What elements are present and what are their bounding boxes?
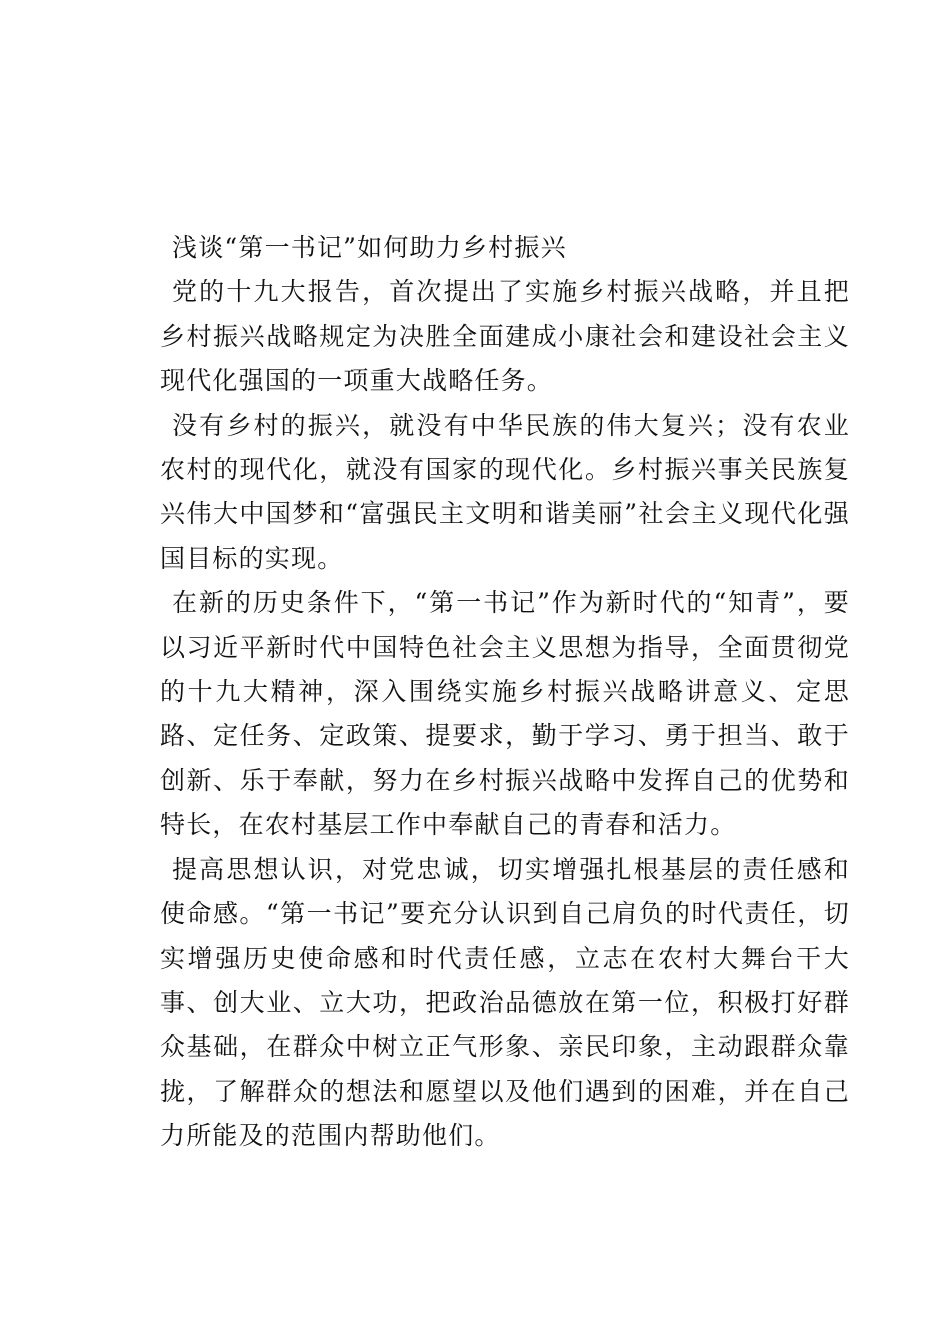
paragraph-3: 在新的历史条件下，“第一书记”作为新时代的“知青”，要以习近平新时代中国特色社会主义思想为指导，全面贯彻党的十九大精神，深入围绕实施乡村振兴战略讲意义、定思路、定任务、定政策、提要求，勤于学习、勇于担当、敢于创新、乐于奉献，努力在乡村振兴战略中发挥自己的优势和特长，在农村基层工作中奉献自己的青春和活力。 (160, 588, 850, 840)
paragraph-1: 党的十九大报告，首次提出了实施乡村振兴战略，并且把乡村振兴战略规定为决胜全面建成小康社会和建设社会主义现代化强国的一项重大战略任务。 (160, 277, 850, 396)
document-title: 浅谈“第一书记”如何助力乡村振兴 (172, 233, 567, 262)
paragraph-2: 没有乡村的振兴，就没有中华民族的伟大复兴；没有农业农村的现代化，就没有国家的现代化。乡村振兴事关民族复兴伟大中国梦和“富强民主文明和谐美丽”社会主义现代化强国目标的实现。 (160, 410, 850, 573)
document-body (160, 226, 850, 1159)
paragraph-4: 提高思想认识，对党忠诚，切实增强扎根基层的责任感和使命感。“第一书记”要充分认识到自己肩负的时代责任，切实增强历史使命感和时代责任感，立志在农村大舞台干大事、创大业、立大功，把政治品德放在第一位，积极打好群众基础，在群众中树立正气形象、亲民印象，主动跟群众靠拢，了解群众的想法和愿望以及他们遇到的困难，并在自己力所能及的范围内帮助他们。 (160, 854, 850, 1151)
